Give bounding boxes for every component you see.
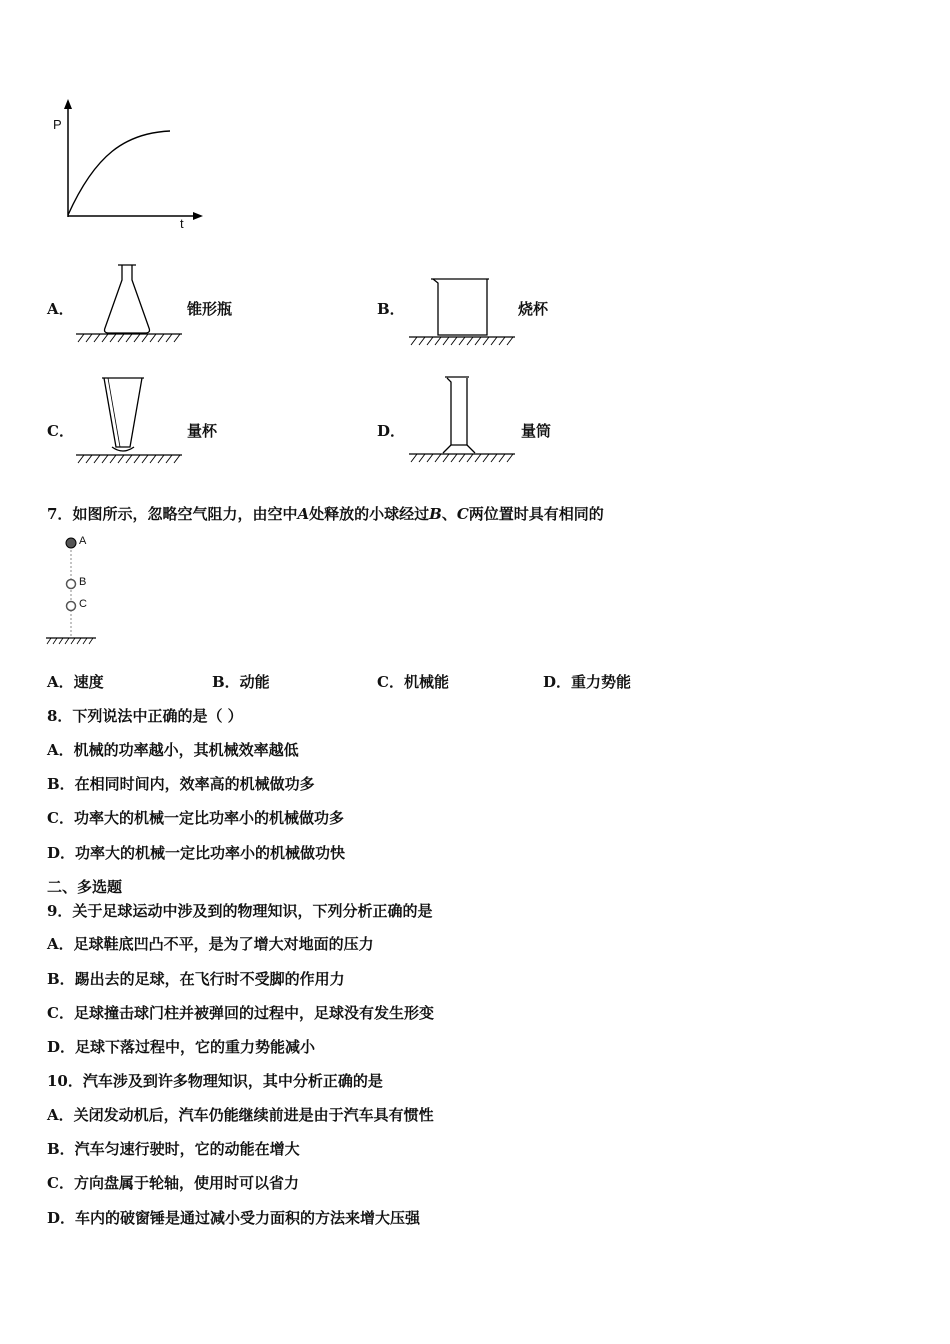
beaker-icon <box>433 279 487 335</box>
q10-option-b: B．汽车匀速行驶时，它的动能在增大 <box>47 1140 300 1158</box>
ground-hatch <box>47 638 93 644</box>
q7-stem <box>47 504 604 524</box>
option-b-letter: B． <box>377 300 405 318</box>
q8-stem: 8．下列说法中正确的是（ ） <box>47 707 243 725</box>
option-d-name: 量筒 <box>521 422 552 440</box>
falling-ball-svg <box>44 534 124 646</box>
figure-label-a: A <box>79 535 87 547</box>
q7-stem-part2: 处释放的小球经过 <box>309 505 430 523</box>
q9-option-d: D．足球下落过程中，它的重力势能减小 <box>47 1038 316 1056</box>
q7-point-a: A <box>297 505 310 523</box>
q7-option-b: B．动能 <box>212 673 270 691</box>
conical-flask-svg <box>72 262 187 348</box>
q7-stem-part3: 两位置时具有相同的 <box>468 505 604 523</box>
ground-hatch <box>78 334 180 342</box>
y-axis-label: P <box>53 117 62 132</box>
q7-option-a: A．速度 <box>47 673 104 691</box>
q7-sep: 、 <box>441 505 457 523</box>
graduated-cylinder-svg <box>405 373 520 471</box>
q7-stem-part1: 如图所示，忽略空气阻力，由空中 <box>72 505 298 523</box>
q7-option-d: D．重力势能 <box>543 673 632 691</box>
x-axis-label: t <box>180 216 184 231</box>
q10-option-c: C．方向盘属于轮轴，使用时可以省力 <box>47 1174 299 1192</box>
q8-option-b: B．在相同时间内，效率高的机械做功多 <box>47 775 315 793</box>
q9-option-a: A．足球鞋底凹凸不平，是为了增大对地面的压力 <box>47 935 374 953</box>
option-a-letter: A． <box>47 300 74 318</box>
power-time-graph-svg <box>40 95 220 235</box>
ball-a-icon <box>66 538 76 548</box>
q7-option-c: C．机械能 <box>377 673 449 691</box>
q10-option-a: A．关闭发动机后，汽车仍能继续前进是由于汽车具有惯性 <box>47 1106 434 1124</box>
figure-label-c: C <box>79 598 87 610</box>
ground-hatch <box>411 337 513 345</box>
option-c-letter: C． <box>47 422 74 440</box>
section2-title: 二、多选题 <box>47 878 123 896</box>
beaker-figure <box>405 275 520 355</box>
q7-point-b: B <box>429 505 442 523</box>
q10-option-d: D．车内的破窗锤是通过减小受力面积的方法来增大压强 <box>47 1209 421 1227</box>
option-b-name: 烧杯 <box>518 300 549 318</box>
x-axis-arrow <box>193 212 203 220</box>
graduated-cylinder-icon <box>447 378 467 445</box>
ground-hatch <box>78 455 180 463</box>
falling-ball-figure <box>44 534 124 646</box>
q7-number: 7． <box>47 505 73 523</box>
conical-flask-figure <box>72 262 187 348</box>
option-a-name: 锥形瓶 <box>187 300 233 318</box>
q9-stem: 9．关于足球运动中涉及到的物理知识，下列分析正确的是 <box>47 902 433 920</box>
power-time-graph <box>40 95 220 235</box>
figure-label-b: B <box>79 576 87 588</box>
q8-option-a: A．机械的功率越小，其机械效率越低 <box>47 741 299 759</box>
graduated-cylinder-figure <box>405 373 520 471</box>
q9-option-b: B．踢出去的足球，在飞行时不受脚的作用力 <box>47 970 345 988</box>
q8-option-d: D．功率大的机械一定比功率小的机械做功快 <box>47 844 346 862</box>
y-axis-arrow <box>64 99 72 109</box>
power-curve <box>68 131 170 215</box>
ground-hatch <box>411 454 513 462</box>
beaker-svg <box>405 275 520 355</box>
conical-flask-icon <box>105 265 150 333</box>
measuring-cup-svg <box>72 375 187 471</box>
q7-point-c: C <box>456 505 469 523</box>
ball-b-icon <box>67 580 76 589</box>
option-d-letter: D． <box>377 422 406 440</box>
q10-stem: 10．汽车涉及到许多物理知识，其中分析正确的是 <box>47 1072 383 1090</box>
q8-option-c: C．功率大的机械一定比功率小的机械做功多 <box>47 809 344 827</box>
q9-option-c: C．足球撞击球门柱并被弹回的过程中，足球没有发生形变 <box>47 1004 434 1022</box>
option-c-name: 量杯 <box>187 422 218 440</box>
measuring-cup-figure <box>72 375 187 471</box>
cylinder-base <box>443 445 475 453</box>
ball-c-icon <box>67 602 76 611</box>
